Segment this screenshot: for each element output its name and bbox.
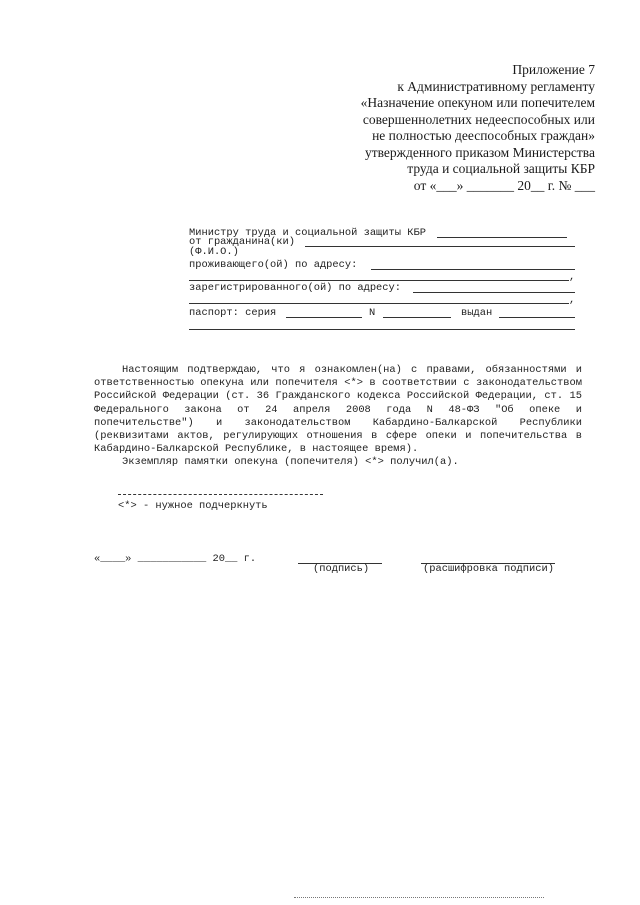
residing-address-field[interactable] bbox=[371, 269, 575, 270]
recipient-underline bbox=[437, 237, 567, 238]
applicant-fio-field[interactable] bbox=[305, 246, 575, 247]
fio-note: (Ф.И.О.) bbox=[189, 246, 239, 258]
appendix-header bbox=[295, 62, 595, 194]
statement-body bbox=[94, 364, 582, 470]
passport-series-field[interactable] bbox=[286, 317, 362, 318]
appendix-line: утвержденного приказом Министерства bbox=[364, 144, 595, 160]
appendix-line: от «___» _______ 20__ г. № ___ bbox=[413, 177, 595, 193]
applicant-label: от гражданина(ки) bbox=[189, 236, 296, 248]
passport-number-label: N bbox=[369, 307, 376, 319]
signature-date: «____» ___________ 20__ г. bbox=[94, 553, 257, 565]
passport-issued-field[interactable] bbox=[499, 317, 575, 318]
passport-issued-field-2[interactable] bbox=[189, 329, 575, 330]
appendix-line: к Административному регламенту bbox=[397, 78, 595, 94]
footnote-divider bbox=[118, 494, 323, 495]
signature-caption: (подпись) bbox=[313, 563, 370, 575]
residing-label: проживающего(ой) по адресу: bbox=[189, 259, 358, 271]
appendix-line: «Назначение опекуном или попечителем bbox=[360, 95, 595, 110]
appendix-line: Приложение 7 bbox=[512, 62, 595, 77]
decoding-caption: (расшифровка подписи) bbox=[423, 563, 554, 575]
statement-paragraph: Настоящим подтверждаю, что я ознакомлен(на) с правами, обязанностями и ответственностью опекуна или попечителя <*> в соответствии с законодательством Российской Федерации (ст. 36 Гражданского кодекса Российской Федерации, ст. 15 Федерального закона от 24 апреля 2008 года N 48-ФЗ "Об опеке и попечительстве") и законодательством Кабардино-Балкарской Республики (реквизитами актов, регулирующих отношения в сфере опеки и попечительства в Кабардино-Балкарской Республике, в настоящее время). bbox=[94, 364, 582, 456]
registered-address-field-2[interactable] bbox=[189, 303, 569, 304]
appendix-line: не полностью дееспособных граждан» bbox=[372, 128, 595, 143]
appendix-line: труда и социальной защиты КБР bbox=[407, 161, 595, 176]
passport-issued-label: выдан bbox=[461, 307, 493, 319]
recipient-label: Министру труда и социальной защиты КБР bbox=[189, 227, 426, 239]
passport-series-label: паспорт: серия bbox=[189, 307, 277, 319]
memo-paragraph: Экземпляр памятки опекуна (попечителя) <*> получил(а). bbox=[122, 456, 459, 469]
page-bottom-rule bbox=[294, 897, 544, 898]
appendix-line: совершеннолетних недееспособных или bbox=[362, 111, 595, 127]
document-page: Приложение 7 к Административному регламенту «Назначение опекуном или попечителем совершеннолетних недееспособных или не полностью дееспособных граждан» утвержденного приказом Министерства труда и социальной защиты КБР от «___» _______ 20__ г. № ___ Министру труда и социальной защиты КБР от гражданина(ки) (Ф.И.О.) проживающего(ой) по адресу: , зарегистрированного(ой) по адресу: , паспорт: серия N выдан Настоящим подтверждаю, что я ознакомлен(на) с правами, обязанностями и ответственностью опекуна или попечителя <*> в соответствии с законодательством Российской Федерации (ст. 36 Гражданского кодекса Российской Федерации, ст. 15 Федерального закона от 24 апреля 2008 года N 48-ФЗ "Об опеке и попечительстве") и законодательством Кабардино-Балкарской Республики (реквизитами актов, регулирующих отношения в сфере опеки и попечительства в Кабардино-Балкарской Республике, в настоящее время). Экземпляр памятки опекуна (попечителя) <*> получил(а). <*> - нужное подчеркнуть «____» ___________ 20__ г. (подпись) (расшифровка подписи) bbox=[0, 0, 640, 905]
passport-number-field[interactable] bbox=[383, 317, 451, 318]
registered-address-field[interactable] bbox=[413, 292, 575, 293]
registered-label: зарегистрированного(ой) по адресу: bbox=[189, 282, 402, 294]
footnote: <*> - нужное подчеркнуть bbox=[118, 500, 268, 512]
